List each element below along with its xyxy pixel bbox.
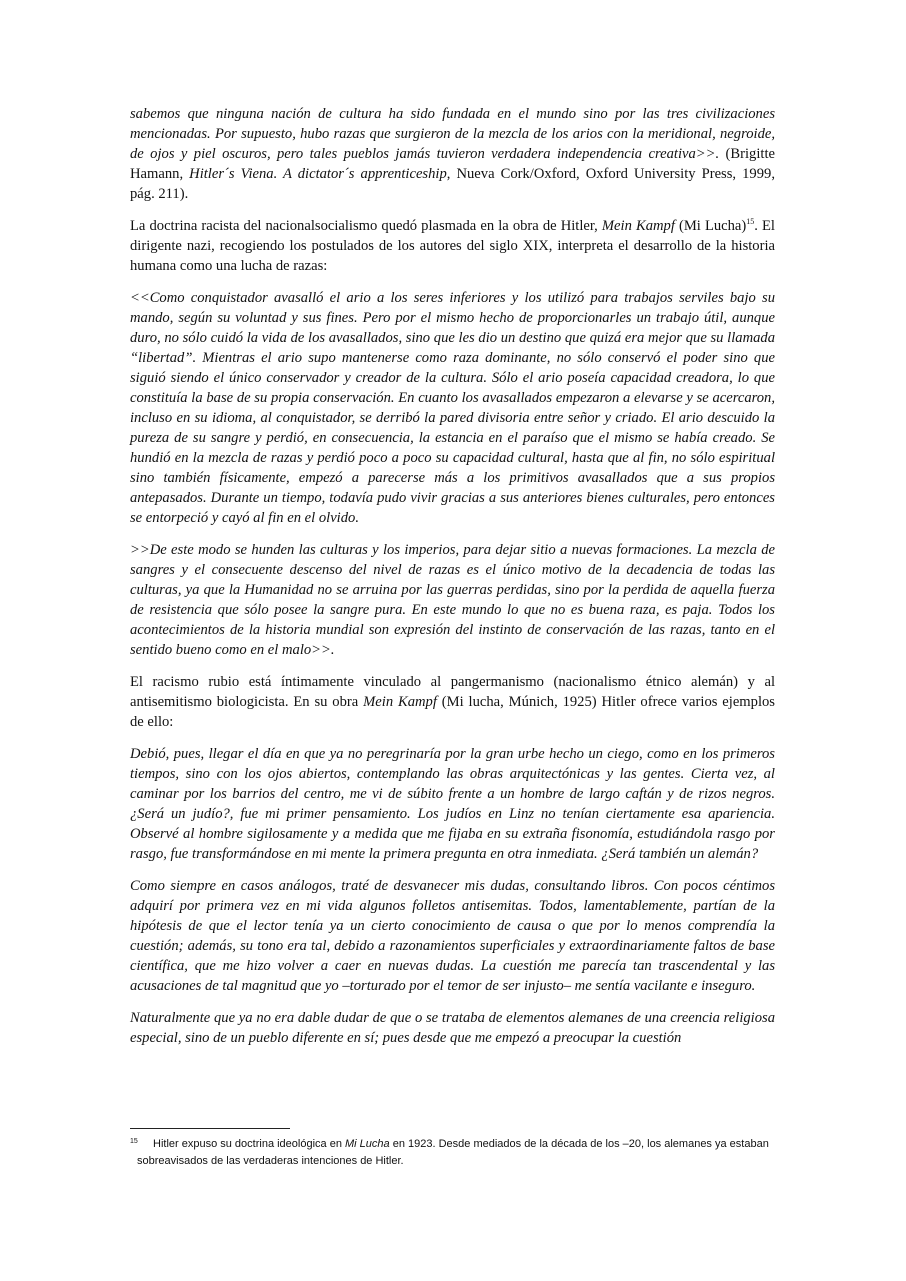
paragraph-quote-folletos: Como siempre en casos análogos, traté de desvanecer mis dudas, consultando libros. Con pocos céntimos adquirí por primera vez en mi vida algunos folletos antisemitas. Todos, lamentablemente, partían de la hipótesis de que el lector tenía ya un cierto conocimiento de causa o que por lo menos comprendía la cuestión; además, su tono era tal, debido a razonamientos superficiales y extraordinariamente faltos de base científica, que me hizo volver a caer en nuevas dudas. La cuestión me parecía tan trascendental y las acusaciones de tal magnitud que yo –torturado por el temor de ser injusto– me sentía vacilante e inseguro. <box>130 878 775 994</box>
text-span: Hitler expuso su doctrina ideológica en <box>153 1138 346 1150</box>
citation-text: (Brigitte Hamann, <box>130 146 775 182</box>
paragraph-quote-conquistador: <<Como conquistador avasalló el ario a los seres inferiores y los utilizó para trabajos serviles bajo su mando, según su voluntad y sus fines. Pero por el mismo hecho de proporcionarles un trabajo útil, aunque duro, no sólo cuidó la vida de los avasallados, sino que les dio un destino que quizá era mejor que su llamada “libertad”. Mientras el ario supo mantenerse como raza dominante, no sólo conservó el poder sino que siguió siendo el único conservador y creador de la cultura. Sólo el ario poseía capacidad creadora, lo que constituía la base de su propia conservación. En cuanto los avasallados empezaron a elevarse y se acercaron, incluso en su idioma, al conquistador, se derribó la pared divisoria entre señor y criado. El ario descuido la pureza de su sangre y perdió, en consecuencia, la estancia en el paraíso que el mismo se había creado. Se hundió en la mezcla de razas y perdió poco a poco su capacidad cultural, hasta que al fin, no sólo espiritual sino también físicamente, empezó a parecerse más a los primitivos avasallados que a sus propios antepasados. Durante un tiempo, todavía pudo vivir gracias a sus anteriores bienes culturales, pero entonces se entorpeció y cayó al fin en el olvido. <box>130 290 775 526</box>
quote-text: sabemos que ninguna nación de cultura ha sido fundada en el mundo sino por las tres civilizaciones mencionadas. Por supuesto, hubo razas que surgieron de la mezcla de los arios con la meridional, negroide, de ojos y piel oscuros, pero tales pueblos jamás tuvieron verdadera independencia creativa>>. <box>130 106 775 162</box>
paragraph-quote-urbe: Debió, pues, llegar el día en que ya no peregrinaría por la gran urbe hecho un ciego, como en los primeros tiempos, sino con los ojos abiertos, contemplando las obras arquitectónicas y las gentes. Cierta vez, al caminar por los barrios del centro, me vi de súbito frente a un hombre de largo caftán y de rizos negros. ¿Será un judío?, fue mi primer pensamiento. Los judíos en Linz no tenían ciertamente esa apariencia. Observé al hombre sigilosamente y a medida que me fijaba en su extraña fisonomía, estudiándola rasgo por rasgo, fue transformándose en mi mente la primera pregunta en otra inmediata. ¿Será también un alemán? <box>130 746 775 862</box>
footnote-text <box>130 1136 775 1170</box>
text-span: sobreavisados de las verdaderas intenciones de Hitler. <box>137 1155 404 1167</box>
citation-text: , Nueva Cork/Oxford, Oxford University Press, 1999, pág. 211). <box>130 166 775 202</box>
text-span: El racismo rubio está íntimamente vinculado al pangermanismo (nacionalismo étnico alemán) y al antisemitismo biologicista. En su obra <box>130 674 775 710</box>
text-span: . El dirigente nazi, recogiendo los postulados de los autores del siglo XIX, interpreta el desarrollo de la historia humana como una lucha de razas: <box>130 218 775 274</box>
paragraph-racismo-rubio <box>130 672 775 732</box>
paragraph-mein-kampf-intro <box>130 216 775 276</box>
footnote-number: 15 <box>130 1138 138 1145</box>
body-text <box>130 104 775 1060</box>
footnote <box>130 1136 775 1170</box>
text-span: (Mi Lucha) <box>674 218 747 234</box>
book-title: Mein Kampf <box>363 694 437 710</box>
paragraph-quote-culturas: >>De este modo se hunden las culturas y los imperios, para dejar sitio a nuevas formaciones. La mezcla de sangres y el consecuente descenso del nivel de razas es el único motivo de la decadencia de todas las culturas, ya que la Humanidad no se arruina por las guerras perdidas, sino por la perdida de aquella fuerza de resistencia que sólo posee la sangre pura. En este mundo lo que no es buena raza, es paja. Todos los acontecimientos de la historia mundial son expresión del instinto de conservación de las razas, tanto en el sentido bueno como en el malo>>. <box>130 542 775 658</box>
text-span: en 1923. Desde mediados de la década de los –20, los alemanes ya estaban <box>389 1138 769 1150</box>
paragraph-quote-naturalmente: Naturalmente que ya no era dable dudar de que o se trataba de elementos alemanes de una creencia religiosa especial, sino de un pueblo diferente en sí; pues desde que me empezó a preocupar la cuestión <box>130 1010 775 1046</box>
footnote-separator <box>130 1128 290 1129</box>
citation-title: Hitler´s Viena. A dictator´s apprenticeship <box>189 166 447 182</box>
footnote-reference[interactable]: 15 <box>746 217 755 227</box>
text-span: La doctrina racista del nacionalsocialismo quedó plasmada en la obra de Hitler, <box>130 218 602 234</box>
text-span: (Mi lucha, Múnich, 1925) Hitler ofrece varios ejemplos de ello: <box>130 694 775 730</box>
book-title: Mein Kampf <box>601 218 675 234</box>
book-title: Mi Lucha <box>345 1138 390 1150</box>
paragraph-hamann-quote <box>130 104 775 204</box>
